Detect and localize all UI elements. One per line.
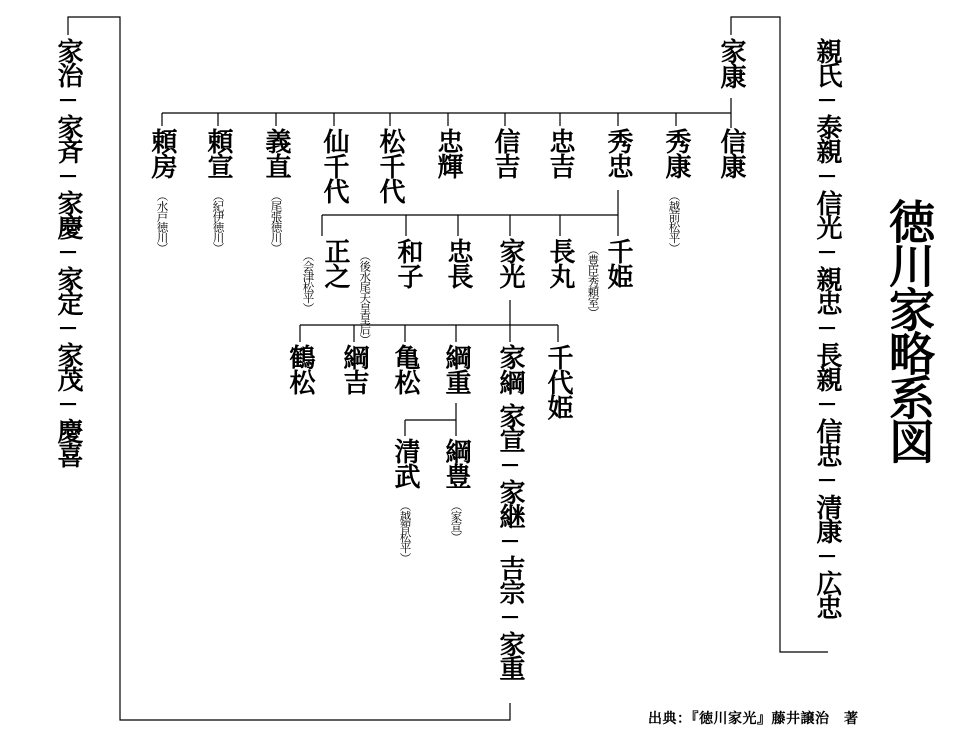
child-ietsuna: 家綱 [495,344,525,394]
child-yorinobu: 頼宣 [203,128,233,178]
child-masayuki-note: （会津松平） [301,250,316,313]
child-tadanaga: 忠長 [443,238,473,288]
child-hideyasu-note: （越前松平） [667,190,682,253]
child-matsuchiyo: 松千代 [375,128,405,203]
child-senchiyo: 仙千代 [319,128,349,203]
source-citation: 出典：『徳川家光』藤井譲治 著 [648,711,859,727]
child-kiyotake-note: （越智松平） [398,500,413,563]
child-tsunayoshi: 綱吉 [339,344,369,394]
child-kiyotake: 清武 [390,438,420,488]
child-tsunatoyo-note: （家宣） [449,500,464,542]
child-nagamaru: 長丸 [545,238,575,288]
shogun-succession-chain: 家宣─家継─吉宗─家重 [495,403,525,679]
child-kamematsu: 亀松 [390,344,420,394]
child-yorifusa: 頼房 [147,128,177,178]
child-chiyohime: 千代姫 [543,344,573,419]
child-yorifusa-note: （水戸徳川） [155,190,170,253]
child-nobuyoshi: 信吉 [490,128,520,178]
child-masako-note: （後水尾天皇皇后） [358,250,373,345]
child-yoshinao: 義直 [261,128,291,178]
child-tadayoshi: 忠吉 [545,128,575,178]
child-tsunatoyo: 綱豊 [441,438,471,488]
child-masako: 和子 [393,238,423,288]
child-yorinobu-note: （紀伊徳川） [211,190,226,253]
child-tsurumatsu: 鶴松 [285,344,315,394]
child-senhime-note: （豊臣秀頼室） [586,244,601,318]
child-tadateru: 忠輝 [433,128,463,178]
ieyasu-name: 家康 [716,38,746,88]
child-yoshinao-note: （尾張徳川） [269,190,284,253]
child-hidetada: 秀忠 [603,128,633,178]
child-hideyasu: 秀康 [661,128,691,178]
child-tsunashige: 綱重 [441,344,471,394]
later-succession-chain: 家治─家斉─家慶─家定─家茂─慶喜 [53,38,83,466]
ancestor-chain: 親氏─泰親─信光─親忠─長親─信忠─清康─広忠 [812,38,842,618]
page-title: 徳川家略系図 [882,198,936,462]
child-senhime: 千姫 [603,238,633,288]
child-nobuyasu: 信康 [716,128,746,178]
child-masayuki: 正之 [320,238,350,288]
child-iemitsu: 家光 [495,238,525,288]
